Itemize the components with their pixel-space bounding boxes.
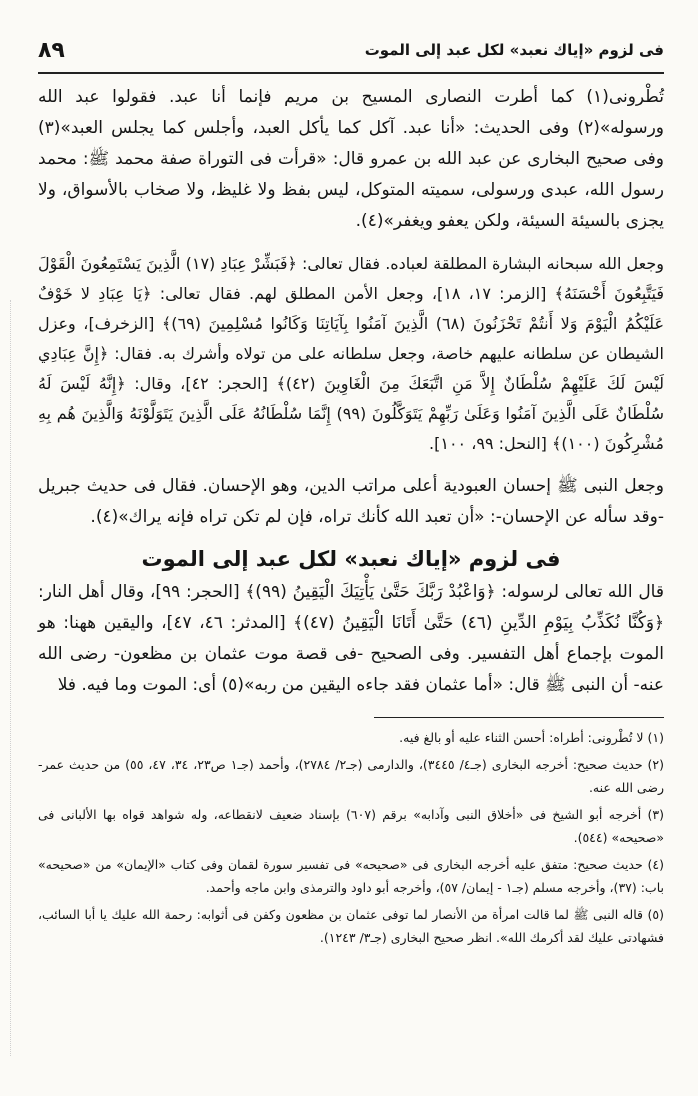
section-paragraph-1: قال الله تعالى لرسوله: ﴿وَاعْبُدْ رَبَّكَ حَتَّىٰ يَأْتِيَكَ الْيَقِينُ (٩٩)﴾ [الحجر: ٩٩]، وقال أهل النار: ﴿وَكُنَّا نُكَذِّبُ بِيَوْمِ الدِّينِ (٤٦) حَتَّىٰ أَتَانَا الْيَقِينُ (٤٧)﴾ [المدثر: ٤٦، ٤٧]، واليقين ههنا: هو الموت بإجماع أهل التفسير. وفى الصحيح -فى قصة موت عثمان بن مظعون- رضى الله عنه- أن النبى ﷺ قال: «أما عثمان فقد جاءه اليقين من ربه»(٥) أى: الموت وما فيه. فلا xyxy=(38,582,665,695)
running-title: فى لزوم «إياك نعبد» لكل عبد إلى الموت xyxy=(364,41,664,59)
footnote-4: (٤) حديث صحيح: متفق عليه أخرجه البخارى فى «صحيحه» فى تفسير سورة لقمان وفى كتاب «الإيمان» من «صحيحه» باب: (٣٧)، وأخرجه مسلم (جـ١ - إيمان/ ٥٧)، وأخرجه أبو داود والترمذى وابن ماجه وأحمد. xyxy=(38,857,664,895)
footnote-2: (٢) حديث صحيح: أخرجه البخارى (جـ٤/ ٣٤٤٥)، والدارمى (جـ٢/ ٢٧٨٤)، وأحمد (جـ١ ص٢٣، ٣٤، ٤٧، ٥٥) من حديث عمر- رضى الله عنه. xyxy=(38,757,664,795)
footnotes xyxy=(38,726,664,949)
section-title: فى لزوم «إياك نعبد» لكل عبد إلى الموت xyxy=(141,547,561,571)
body-paragraph-2: وجعل الله سبحانه البشارة المطلقة لعباده. فقال تعالى: ﴿فَبَشِّرْ عِبَادِ (١٧) الَّذِينَ يَسْتَمِعُونَ الْقَوْلَ فَيَتَّبِعُونَ أَحْسَنَهُ﴾ [الزمر: ١٧، ١٨]، وجعل الأمن المطلق لهم. فقال تعالى: ﴿يَا عِبَادِ لا خَوْفٌ عَلَيْكُمُ الْيَوْمَ وَلا أَنتُمْ تَحْزَنُونَ (٦٨) الَّذِينَ آمَنُوا بِآيَاتِنَا وَكَانُوا مُسْلِمِينَ (٦٩)﴾ [الزخرف]، وعزل الشيطان عن سلطانه عليهم خاصة، وجعل سلطانه على من تولاه وأشرك به. فقال: ﴿إِنَّ عِبَادِي لَيْسَ لَكَ عَلَيْهِمْ سُلْطَانٌ إِلاَّ مَنِ اتَّبَعَكَ مِنَ الْغَاوِينَ (٤٢)﴾ [الحجر: ٤٢]، وقال: ﴿إِنَّهُ لَيْسَ لَهُ سُلْطَانٌ عَلَى الَّذِينَ آمَنُوا وَعَلَىٰ رَبِّهِمْ يَتَوَكَّلُونَ (٩٩) إِنَّمَا سُلْطَانُهُ عَلَى الَّذِينَ يَتَوَلَّوْنَهُ وَالَّذِينَ هُم بِهِ مُشْرِكُونَ (١٠٠)﴾ [النحل: ٩٩، ١٠٠]. xyxy=(38,254,665,453)
page-edge-shadow xyxy=(10,300,11,1056)
page-number: ٨٩ xyxy=(38,37,65,63)
footnote-1: (١) لا تُطْرونى: أطراه: أحسن الثناء عليه أو بالغ فيه. xyxy=(399,730,664,745)
footnote-5: (٥) قاله النبى ﷺ لما قالت امرأة من الأنصار لما توفى عثمان بن مظعون وكفن فى أثوابه: رحمة الله عليك يا أبا السائب، فشهادتى عليك لقد أكرمك الله». انظر صحيح البخارى (جـ٣/ ١٢٤٣). xyxy=(38,907,664,945)
footnotes-divider xyxy=(374,717,664,718)
body-paragraph-1: تُطْرونى(١) كما أطرت النصارى المسيح بن مريم فإنما أنا عبد. فقولوا عبد الله ورسوله»(٢) وفى الحديث: «أنا عبد. آكل كما يأكل العبد، وأجلس كما يجلس العبد»(٣) وفى صحيح البخارى عن عبد الله بن عمرو قال: «قرأت فى التوراة صفة محمد ﷺ: محمد رسول الله، عبدى ورسولى، سميته المتوكل، ليس بفظ ولا غليظ، ولا صخاب بالأسواق، ولا يجزى بالسيئة السيئة، ولكن يعفو ويغفر»(٤). xyxy=(38,87,664,231)
footnote-3: (٣) أخرجه أبو الشيخ فى «أخلاق النبى وآدابه» برقم (٦٠٧) بإسناد ضعيف لانقطاعه، وله شواهد قواه بها الألبانى فى «صحيحه» (٥٤٤). xyxy=(38,807,664,845)
running-header xyxy=(38,28,664,74)
body-paragraph-3: وجعل النبى ﷺ إحسان العبودية أعلى مراتب الدين، وهو الإحسان. فقال فى حديث جبريل -وقد سأله عن الإحسان-: «أن تعبد الله كأنك تراه، فإن لم تكن تراه فإنه يراك»(٤). xyxy=(38,476,664,527)
